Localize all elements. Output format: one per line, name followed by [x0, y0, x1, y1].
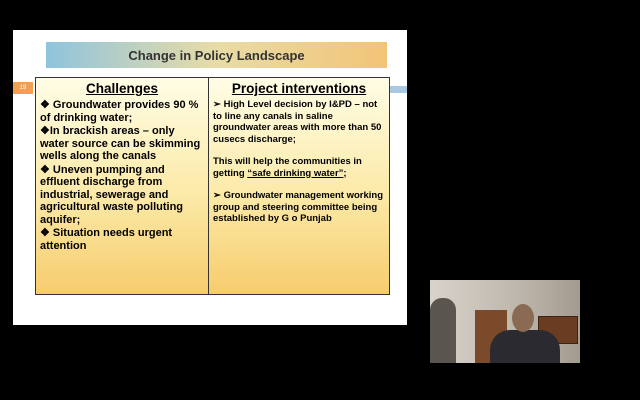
intervention-item [213, 156, 385, 179]
challenges-column [36, 78, 209, 294]
challenge-item: ❖ Situation needs urgent attention [40, 227, 173, 252]
webcam-video-thumbnail[interactable] [430, 280, 580, 363]
intervention-item: ➢ Groundwater management working group and steering committee being established by G o Punjab [213, 190, 384, 224]
presentation-slide [13, 30, 407, 325]
slide-title-bar [46, 42, 387, 68]
intervention-text-suffix: ; [343, 167, 347, 179]
intervention-text: This will help the communities in getting [213, 156, 362, 179]
interventions-column [209, 78, 389, 294]
challenge-item: ❖ Groundwater provides 90 % of drinking water; [40, 99, 199, 124]
slide-accent-line [388, 86, 407, 93]
intervention-item: ➢ High Level decision by I&PD – not to line any canals in saline groundwater areas with more than 50 cusecs discharge; [213, 99, 382, 145]
video-speaker-head [512, 304, 534, 332]
video-speaker-body [490, 330, 560, 363]
slide-title: Change in Policy Landscape [128, 47, 305, 63]
safe-drinking-water-text: “safe drinking water” [247, 167, 344, 179]
video-person-left [430, 298, 456, 363]
interventions-heading: Project interventions [231, 81, 367, 96]
challenges-heading: Challenges [85, 81, 159, 96]
comparison-table [35, 77, 390, 295]
challenge-item: ❖ Uneven pumping and effluent discharge from industrial, sewerage and agricultural waste polluting aquifer; [40, 163, 184, 226]
challenge-item: ❖In brackish areas – only water source can be skimming wells along the canals [40, 125, 201, 162]
slide-number: 19 [13, 82, 33, 94]
